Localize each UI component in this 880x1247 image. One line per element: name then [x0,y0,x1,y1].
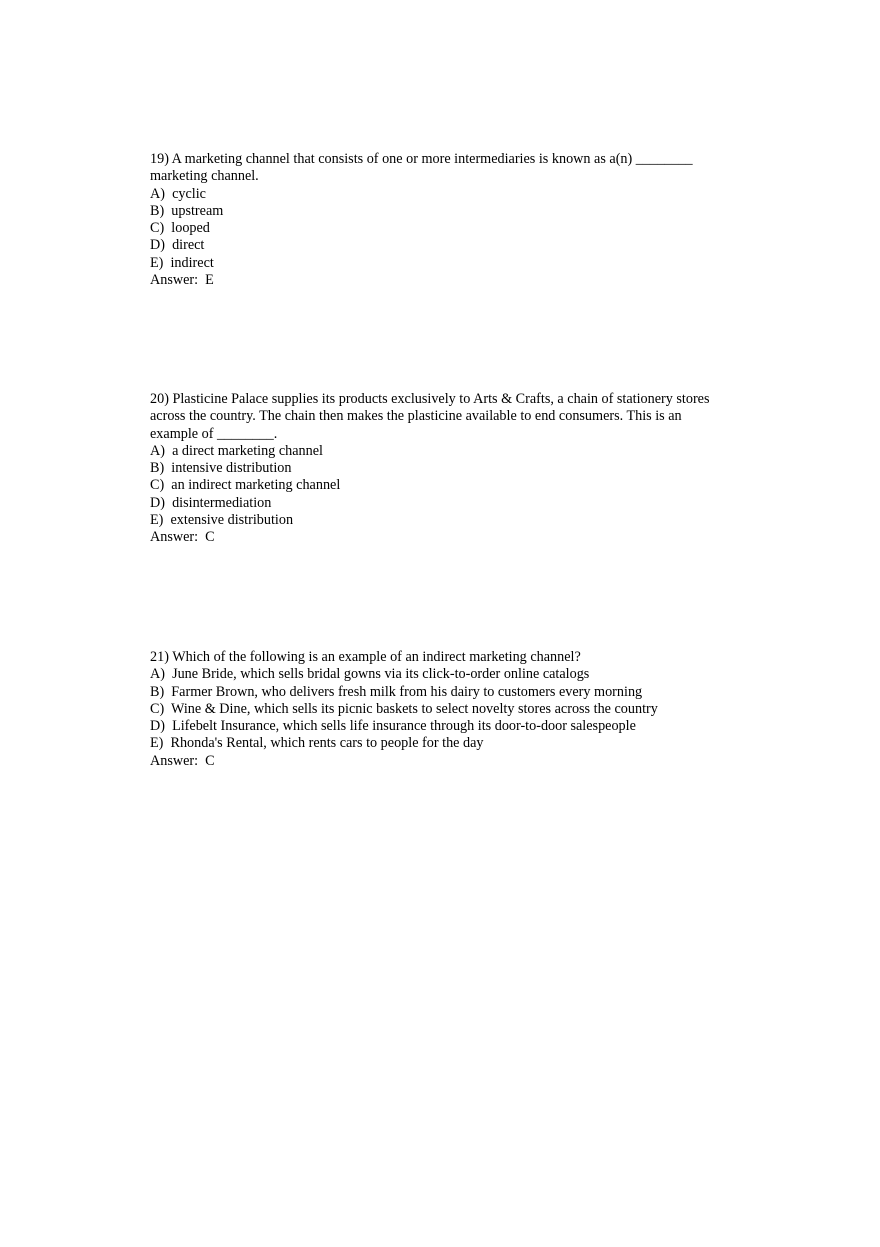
question-stem: 21) Which of the following is an example of an indirect marketing channel? [150,649,581,665]
answer-option-b: B) intensive distribution [150,460,292,477]
question-20 [150,391,725,547]
answer-key: Answer: E [150,272,214,289]
answer-option-d: D) disintermediation [150,494,272,511]
answer-option-e: E) extensive distribution [150,512,294,529]
answer-option-e: E) indirect [150,254,214,271]
answer-option-d: D) direct [150,237,205,254]
answer-option-b: B) upstream [150,202,224,219]
answer-option-d: D) Lifebelt Insurance, which sells life insurance through its door-to-door salespeople [150,718,636,735]
question-19 [150,151,725,289]
answer-option-a: A) a direct marketing channel [150,442,323,459]
answer-key: Answer: C [150,752,215,769]
answer-option-c: C) an indirect marketing channel [150,477,341,494]
answer-option-e: E) Rhonda's Rental, which rents cars to people for the day [150,735,484,752]
answer-option-a: A) June Bride, which sells bridal gowns via its click-to-order online catalogs [150,666,590,683]
answer-option-a: A) cyclic [150,185,206,202]
question-stem: 19) A marketing channel that consists of one or more intermediaries is known as a(n) ________ marketing channel. [150,151,693,185]
question-stem: 20) Plasticine Palace supplies its products exclusively to Arts & Crafts, a chain of stationery stores across the country. The chain then makes the plasticine available to end consumers. This is an example of ________. [150,391,710,442]
question-21 [150,649,725,770]
answer-option-b: B) Farmer Brown, who delivers fresh milk from his dairy to customers every morning [150,683,643,700]
answer-option-c: C) Wine & Dine, which sells its picnic baskets to select novelty stores across the country [150,700,658,717]
answer-key: Answer: C [150,529,215,546]
answer-option-c: C) looped [150,220,210,237]
